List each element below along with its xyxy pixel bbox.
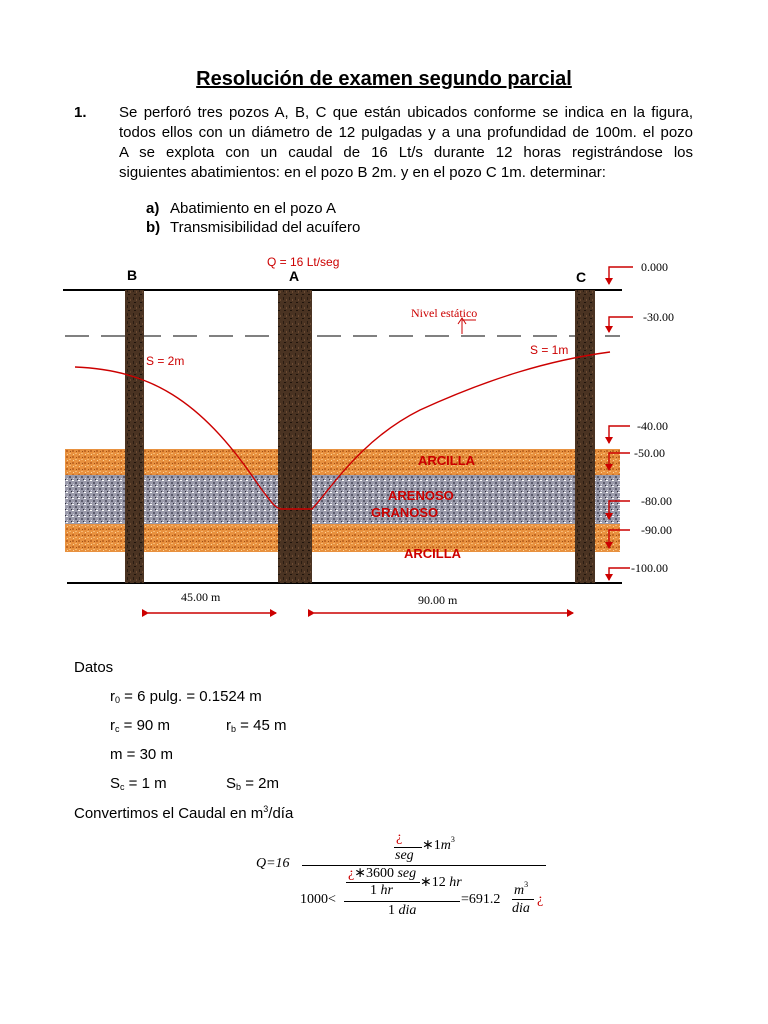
datos-sb — [226, 775, 279, 792]
var-sub: b — [236, 782, 242, 792]
layer-label-arcilla-bottom: ARCILLA — [404, 546, 462, 561]
formula-top-num — [396, 830, 402, 846]
clay-layer-bottom — [65, 524, 620, 552]
var-sub: b — [231, 724, 237, 734]
formula-result: =691.2 — [461, 892, 501, 907]
item-letter: b) — [146, 219, 161, 236]
times-one: ∗1 — [422, 838, 441, 853]
mid-num: ∗3600 — [354, 866, 394, 881]
var-sub: c — [115, 724, 120, 734]
mid-seg: seg — [397, 866, 417, 881]
formula-times-12 — [420, 874, 462, 891]
var-r: r — [110, 688, 115, 705]
formula-1000: 1000< — [300, 892, 336, 907]
elevation-label: -30.00 — [643, 310, 674, 324]
caption-sup: 3 — [263, 804, 269, 814]
formula-lhs — [256, 856, 290, 872]
problem-number: 1. — [74, 104, 87, 121]
distance-ac-label: 90.00 m — [418, 593, 458, 607]
layer-label-granoso: GRANOSO — [371, 505, 439, 520]
layer-label-arcilla-top: ARCILLA — [418, 453, 476, 468]
datos-r0 — [110, 688, 262, 705]
times-12: ∗12 — [420, 875, 446, 890]
item-text: Abatimiento en el pozo A — [170, 200, 336, 217]
var-value: = 90 m — [119, 717, 170, 734]
datos-rb — [226, 717, 286, 734]
var-value: = 2m — [241, 775, 279, 792]
well-b-label: B — [127, 267, 138, 283]
error-glyph: ¿ — [396, 830, 403, 845]
formula-mid-num — [348, 865, 416, 882]
list-item — [146, 219, 360, 236]
var-value: = 45 m — [236, 717, 287, 734]
var-s: S — [110, 775, 121, 792]
formula-unit-num — [514, 880, 528, 899]
level-pointer — [462, 320, 476, 334]
fraction-bar — [512, 899, 534, 900]
well-b — [125, 290, 144, 583]
flow-conversion-formula — [256, 830, 556, 925]
datos-rc — [110, 717, 170, 734]
caption-text: /día — [268, 805, 294, 822]
error-glyph: ¿ — [348, 866, 355, 881]
layer-label-arenoso: ARENOSO — [388, 488, 454, 503]
formula-top-right — [422, 835, 455, 854]
var-value: = 6 pulg. = 0.1524 m — [120, 688, 262, 705]
var-sub: 0 — [115, 695, 121, 705]
flow-label: Q = 16 Lt/seg — [267, 255, 340, 269]
elevation-label: -80.00 — [641, 494, 672, 508]
elevation-label: 0.000 — [641, 260, 668, 274]
elevation-label: -50.00 — [634, 446, 665, 460]
list-item — [146, 200, 336, 217]
unit-m: m — [514, 883, 525, 898]
clay-layer-top — [65, 449, 620, 475]
caption-text: Convertimos el Caudal en m — [74, 805, 264, 822]
var-sub: c — [120, 782, 125, 792]
drawdown-c-label: S = 1m — [530, 343, 569, 357]
datos-sc — [110, 775, 167, 792]
dia: dia — [398, 903, 417, 918]
unit-m: m — [440, 838, 451, 853]
cube: 3 — [450, 835, 455, 844]
datos-heading: Datos — [74, 659, 114, 676]
datos-m: m = 30 m — [110, 746, 173, 763]
error-glyph: ¿ — [537, 892, 544, 907]
formula-mid-den — [370, 883, 393, 899]
formula-seg: seg — [395, 848, 414, 863]
var-value: = 1 m — [124, 775, 167, 792]
distance-ba-label: 45.00 m — [181, 590, 221, 604]
main-fraction-bar — [302, 865, 546, 866]
drawdown-b-label: S = 2m — [146, 354, 185, 368]
var-s: S — [226, 775, 237, 792]
hr: hr — [380, 883, 393, 898]
cube: 3 — [524, 880, 529, 889]
sand-layer — [65, 475, 620, 524]
elevation-label: -40.00 — [637, 419, 668, 433]
problem-statement — [119, 103, 693, 183]
page-title: Resolución de examen segundo parcial — [196, 68, 572, 90]
item-text: Transmisibilidad del acuífero — [170, 219, 361, 236]
q-equals: Q=16 — [256, 856, 290, 871]
elevation-label: -100.00 — [631, 561, 668, 575]
convert-caption — [74, 804, 293, 822]
well-c-label: C — [576, 269, 587, 285]
problem-line: todos ellos con un diámetro de 12 pulgadas y a una profundidad de 100m. el pozo — [119, 124, 693, 141]
well-c — [575, 290, 595, 583]
one: 1 — [388, 903, 395, 918]
well-diagram — [0, 240, 768, 630]
problem-line: siguientes abatimientos: en el pozo B 2m. y en el pozo C 1m. determinar: — [119, 164, 606, 181]
well-a — [278, 290, 312, 583]
formula-dia — [388, 903, 416, 919]
problem-line: Se perforó tres pozos A, B, C que están ubicados conforme se indica en la figura, — [119, 104, 693, 121]
well-a-label: A — [289, 268, 300, 284]
elevation-label: -90.00 — [641, 523, 672, 537]
formula-unit-dia: dia — [512, 901, 530, 916]
var-r: r — [226, 717, 231, 734]
fraction-bar — [344, 901, 460, 902]
item-letter: a) — [146, 200, 160, 217]
problem-line: A se explota con un caudal de 16 Lt/s durante 12 horas registrándose los — [119, 144, 693, 161]
var-r: r — [110, 717, 115, 734]
hr2: hr — [449, 875, 462, 890]
one: 1 — [370, 883, 377, 898]
static-level-label: Nivel estático — [411, 306, 478, 320]
